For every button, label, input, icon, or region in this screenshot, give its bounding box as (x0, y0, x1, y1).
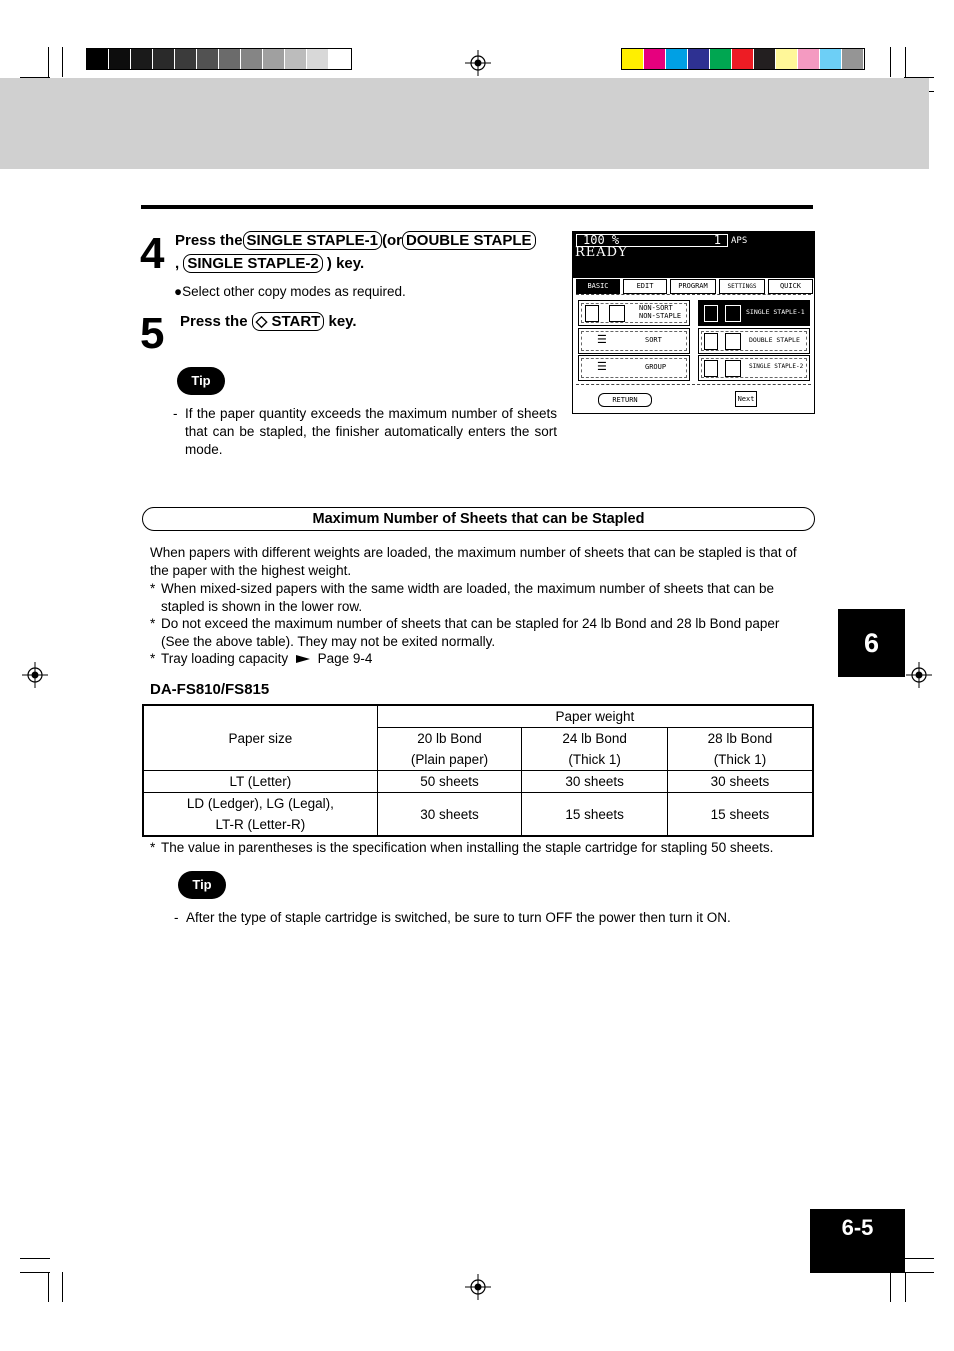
color-swatch (666, 49, 688, 69)
weight-20lb: 20 lb Bond (Plain paper) (377, 728, 522, 771)
next-button[interactable]: Next (735, 391, 757, 407)
table-footnote: * The value in parentheses is the specification when installing the staple cartridge for stapling 50 sheets. (150, 840, 774, 855)
section-rule (141, 205, 813, 209)
panel-divider (576, 384, 811, 386)
color-swatch (688, 49, 710, 69)
color-swatch (842, 49, 864, 69)
process-color-bar (621, 48, 865, 70)
double-staple-stack-icon (725, 333, 741, 350)
gray-swatch (219, 49, 241, 69)
copier-touch-panel (572, 231, 815, 414)
staple-stack-icon (725, 305, 741, 322)
color-swatch (776, 49, 798, 69)
single-staple-1-key: SINGLE STAPLE-1 (243, 231, 382, 250)
note-heavy-paper: * Do not exceed the maximum number of sheets that can be stapled for 24 lb Bond and 28 lb Bond paper (See the above table). They may not be exited normally. (150, 616, 780, 649)
double-staple-page-icon (704, 333, 718, 350)
panel-status-area: 100 % 1 APS READY (573, 232, 814, 278)
bullet-icon: ● (174, 284, 183, 299)
header-paper-size: Paper size (143, 705, 377, 771)
table-header-row (143, 705, 813, 728)
note-mixed-sizes: * When mixed-sized papers with the same width are loaded, the maximum number of sheets that can be stapled is shown in the lower row. (150, 581, 775, 614)
step-4-instruction: Press the SINGLE STAPLE-1 (or DOUBLE STAPLE , SINGLE STAPLE-2 ) key. (175, 229, 565, 275)
tab-edit[interactable]: EDIT (623, 279, 667, 294)
single-staple-2-key: SINGLE STAPLE-2 (183, 254, 322, 273)
step-4-number: 4 (140, 229, 165, 278)
color-swatch (820, 49, 842, 69)
staple-capacity-table (142, 704, 814, 837)
color-swatch (732, 49, 754, 69)
gray-swatch (241, 49, 263, 69)
color-swatch (644, 49, 666, 69)
gray-swatch (263, 49, 285, 69)
page-number: 6-5 (810, 1209, 905, 1273)
tab-program[interactable]: PROGRAM (670, 279, 716, 294)
staple-2-stack-icon (725, 360, 741, 377)
weight-24lb: 24 lb Bond (Thick 1) (522, 728, 668, 771)
tip-1-text: - If the paper quantity exceeds the maximum number of sheets that can be stapled, the finisher automatically enters the sort mode. (173, 406, 557, 457)
sort-button[interactable]: ☰ SORT (578, 328, 690, 354)
color-swatch (710, 49, 732, 69)
sort-icon: ☰ (597, 333, 607, 346)
tab-settings[interactable]: SETTINGS (719, 279, 765, 294)
tip-badge: Tip (177, 367, 225, 395)
weight-28lb: 28 lb Bond (Thick 1) (667, 728, 813, 771)
double-staple-button[interactable]: DOUBLE STAPLE (698, 328, 810, 354)
gray-color-bar (86, 48, 352, 70)
page-reference-arrow-icon (296, 655, 310, 663)
gray-swatch (87, 49, 109, 69)
step-5-number: 5 (140, 309, 165, 358)
zoom-display: 100 % 1 (576, 234, 728, 247)
gray-swatch (153, 49, 175, 69)
single-staple-2-button[interactable]: SINGLE STAPLE-2 (698, 355, 810, 381)
step-4-note: ●Select other copy modes as required. (174, 284, 406, 299)
gray-swatch (285, 49, 307, 69)
group-button[interactable]: ☰ GROUP (578, 355, 690, 381)
start-diamond-icon: ◇ (255, 313, 268, 330)
gray-swatch (197, 49, 219, 69)
staple-2-page-icon (704, 360, 718, 377)
gray-swatch (109, 49, 131, 69)
header-band (0, 78, 929, 169)
note-tray-capacity: * Tray loading capacity Page 9-4 (150, 651, 373, 666)
registration-mark-icon (465, 1274, 491, 1300)
group-icon: ☰ (597, 360, 607, 373)
page-reference-link[interactable]: Page 9-4 (317, 651, 373, 666)
color-swatch (754, 49, 776, 69)
gray-swatch (175, 49, 197, 69)
model-heading: DA-FS810/FS815 (150, 681, 270, 698)
staple-page-icon (704, 305, 718, 322)
panel-divider (576, 294, 811, 296)
registration-mark-icon (22, 662, 48, 688)
single-page-icon (585, 305, 599, 322)
color-swatch (798, 49, 820, 69)
color-swatch (622, 49, 644, 69)
non-sort-non-staple-button[interactable]: NON-SORT NON-STAPLE (578, 300, 690, 326)
registration-mark-icon (906, 662, 932, 688)
intro-paragraph: When papers with different weights are loaded, the maximum number of sheets that can be stapled is that of the paper with the highest weight. (150, 545, 797, 578)
double-staple-key: DOUBLE STAPLE (402, 231, 536, 250)
stack-icon (609, 305, 625, 322)
tab-quick[interactable]: QUICK (768, 279, 813, 294)
tip-2-text: - After the type of staple cartridge is switched, be sure to turn OFF the power then turn it ON. (174, 910, 731, 925)
table-row: LD (Ledger), LG (Legal), LT-R (Letter-R) 30 sheets 15 sheets 15 sheets (143, 793, 813, 837)
chapter-tab: 6 (838, 609, 905, 677)
registration-mark-icon (465, 50, 491, 76)
header-paper-weight: Paper weight (377, 705, 813, 728)
section-title: Maximum Number of Sheets that can be Stapled (142, 507, 815, 531)
single-staple-1-button[interactable]: SINGLE STAPLE-1 (698, 300, 810, 326)
tip-badge: Tip (178, 871, 226, 899)
gray-swatch (307, 49, 329, 69)
return-button[interactable]: RETURN (598, 393, 652, 407)
gray-swatch (131, 49, 153, 69)
step-5-instruction: Press the ◇ START key. (180, 313, 357, 330)
gray-swatch (329, 49, 351, 69)
table-row: LT (Letter) 50 sheets 30 sheets 30 sheets (143, 771, 813, 793)
start-key: ◇ START (252, 312, 325, 331)
tab-basic[interactable]: BASIC (576, 279, 620, 294)
